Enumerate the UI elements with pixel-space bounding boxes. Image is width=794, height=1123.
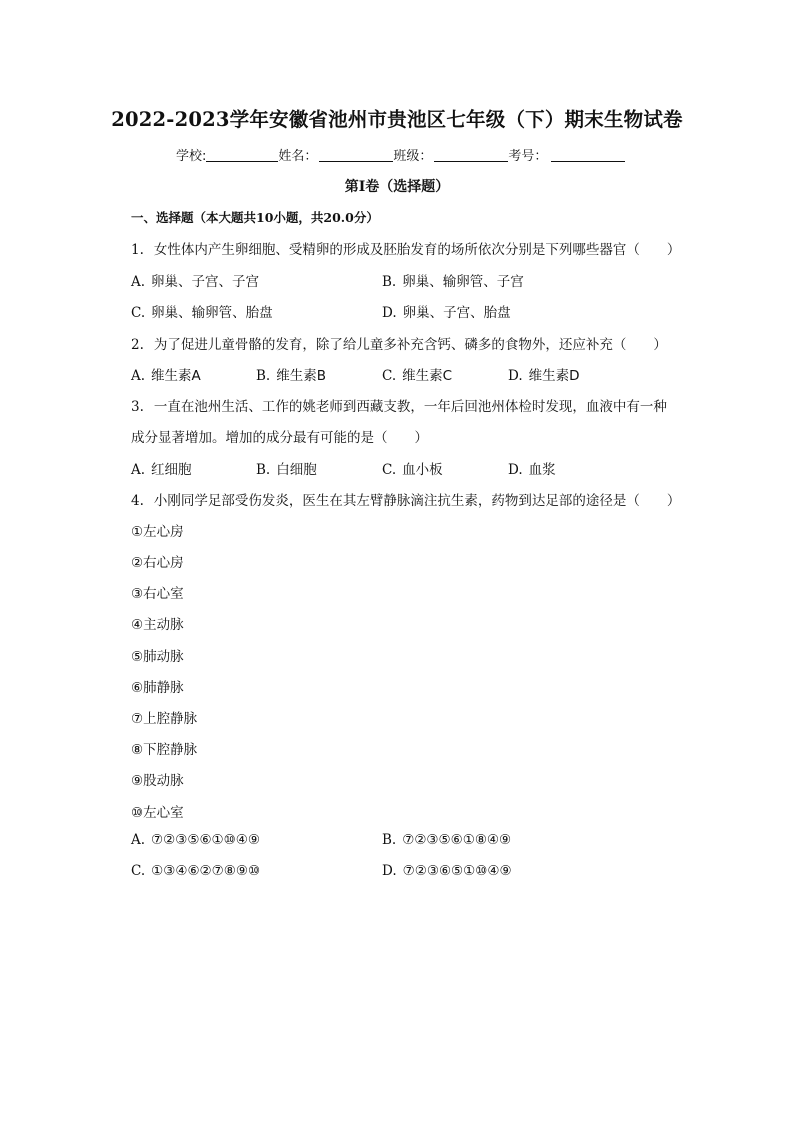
- q1-option-b[interactable]: [382, 270, 524, 290]
- question-3-continued: [131, 426, 428, 446]
- option-letter: C.: [382, 462, 397, 478]
- q1-option-a[interactable]: [131, 270, 259, 290]
- option-text: ①③④⑥②⑦⑧⑨⑩: [151, 863, 261, 879]
- question-number: 4.: [131, 493, 144, 509]
- option-text: 红细胞: [151, 462, 192, 478]
- school-label: 学校:: [176, 149, 207, 164]
- option-text: ⑦②③⑤⑥①⑧④⑨: [402, 832, 512, 848]
- q4-item: ⑧下腔静脉: [131, 742, 198, 758]
- q3-option-d[interactable]: [508, 458, 556, 478]
- option-text: 卵巢、子宫、胎盘: [402, 305, 511, 321]
- option-letter: A.: [131, 274, 146, 290]
- q2-option-c[interactable]: [382, 364, 452, 384]
- option-letter: D.: [508, 368, 523, 384]
- question-4: [131, 489, 680, 509]
- option-text: 卵巢、输卵管、胎盘: [151, 305, 273, 321]
- question-text: 成分显著增加。增加的成分最有可能的是（ ）: [131, 430, 428, 446]
- question-text: 一直在池州生活、工作的姚老师到西藏支教，一年后回池州体检时发现，血液中有一种: [153, 399, 667, 415]
- option-letter: C.: [382, 368, 397, 384]
- question-1: [131, 238, 680, 258]
- q3-option-a[interactable]: [131, 458, 192, 478]
- class-blank[interactable]: [434, 148, 508, 162]
- class-label: 班级：: [393, 149, 433, 164]
- q4-item: ④主动脉: [131, 617, 184, 633]
- q1-option-c[interactable]: [131, 301, 273, 321]
- question-number: 2.: [131, 337, 144, 353]
- option-text: 卵巢、子宫、子宫: [151, 274, 260, 290]
- option-letter: B.: [382, 274, 397, 290]
- school-blank[interactable]: [206, 148, 278, 162]
- exam-no-blank[interactable]: [551, 148, 625, 162]
- question-number: 1.: [131, 242, 144, 258]
- option-text: ⑦②③⑤⑥①⑩④⑨: [151, 832, 260, 848]
- option-text: 血小板: [402, 462, 443, 478]
- option-letter: D.: [508, 462, 523, 478]
- option-letter: B.: [382, 832, 397, 848]
- q4-item: ②右心房: [131, 555, 184, 571]
- option-text: 白细胞: [276, 462, 317, 478]
- exam-title: 2022-2023学年安徽省池州市贵池区七年级（下）期末生物试卷: [111, 108, 683, 131]
- q4-option-d[interactable]: [382, 863, 512, 879]
- option-text: ⑦②③⑥⑤①⑩④⑨: [402, 863, 512, 879]
- option-text: 维生素C: [402, 368, 453, 384]
- question-number: 3.: [131, 399, 144, 415]
- q1-option-d[interactable]: [382, 301, 511, 321]
- option-text: 维生素B: [276, 368, 326, 384]
- q4-item: ①左心房: [131, 524, 184, 540]
- option-letter: D.: [382, 305, 397, 321]
- question-2: [131, 333, 667, 353]
- q4-item: ⑦上腔静脉: [131, 711, 198, 727]
- q3-option-b[interactable]: [256, 458, 317, 478]
- question-text: 为了促进儿童骨骼的发育，除了给儿童多补充含钙、磷多的食物外，还应补充（ ）: [153, 337, 667, 353]
- option-letter: D.: [382, 863, 397, 879]
- option-text: 卵巢、输卵管、子宫: [402, 274, 524, 290]
- q2-option-d[interactable]: [508, 364, 580, 384]
- q4-option-a[interactable]: [131, 832, 260, 848]
- option-letter: A.: [131, 832, 146, 848]
- exam-no-label: 考号：: [508, 149, 548, 164]
- section-title: 第I卷（选择题）: [344, 179, 450, 195]
- q4-option-b[interactable]: [382, 832, 511, 848]
- question-text: 女性体内产生卵细胞、受精卵的形成及胚胎发育的场所依次分别是下列哪些器官（ ）: [153, 242, 681, 258]
- question-text: 小刚同学足部受伤发炎，医生在其左臂静脉滴注抗生素，药物到达足部的途径是（ ）: [153, 493, 681, 509]
- q4-option-c[interactable]: [131, 863, 260, 879]
- option-letter: B.: [256, 368, 271, 384]
- option-letter: C.: [131, 305, 146, 321]
- q4-item: ⑥肺静脉: [131, 680, 184, 696]
- name-label: 姓名：: [278, 149, 318, 164]
- option-text: 维生素D: [528, 368, 580, 384]
- option-letter: A.: [131, 462, 146, 478]
- option-text: 血浆: [528, 462, 556, 478]
- q4-item: ⑤肺动脉: [131, 649, 184, 665]
- q2-option-a[interactable]: [131, 364, 201, 384]
- q4-item: ⑩左心室: [131, 805, 184, 821]
- q4-item: ③右心室: [131, 586, 184, 602]
- option-letter: A.: [131, 368, 146, 384]
- question-3: [131, 395, 667, 415]
- student-info-row: [176, 145, 625, 164]
- q3-option-c[interactable]: [382, 458, 443, 478]
- q2-option-b[interactable]: [256, 364, 326, 384]
- name-blank[interactable]: [319, 148, 393, 162]
- option-letter: B.: [256, 462, 271, 478]
- q4-item: ⑨股动脉: [131, 773, 184, 789]
- option-letter: C.: [131, 863, 146, 879]
- part-title: 一、选择题（本大题共10小题，共20.0分）: [131, 210, 379, 225]
- option-text: 维生素A: [151, 368, 201, 384]
